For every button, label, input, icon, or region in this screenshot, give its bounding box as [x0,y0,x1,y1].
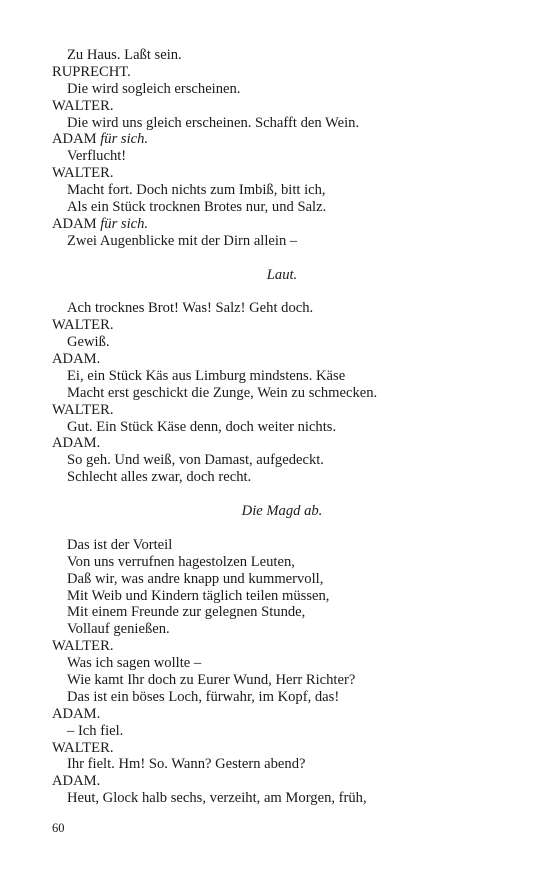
speaker-label: WALTER. [52,317,114,334]
speaker-name [52,317,512,334]
verse-line: Mit einem Freunde zur gelegnen Stunde, [67,604,306,621]
verse-line: Als ein Stück trocknen Brotes nur, und Salz. [67,199,327,216]
stage-direction: Die Magd ab. [241,503,323,520]
verse-line: So geh. Und weiß, von Damast, aufgedeckt. [67,452,324,469]
speaker-name [52,706,512,723]
verse-line: Heut, Glock halb sechs, verzeiht, am Morgen, früh, [67,790,367,807]
verse-line: Das ist der Vorteil [67,536,173,553]
speaker-name [52,131,512,148]
speaker-label: WALTER. [52,401,114,418]
verse-line: Ach trocknes Brot! Was! Salz! Geht doch. [67,300,314,317]
speaker-name [52,773,512,790]
verse-line: Schlecht alles zwar, doch recht. [67,469,252,486]
speaker-name [52,638,512,655]
speaker-label: ADAM [52,131,97,148]
verse-line: Gewiß. [67,334,110,351]
blank-line [52,486,512,503]
speaker-label: ADAM. [52,435,101,452]
verse-line: – Ich fiel. [67,722,124,739]
speaker-label: ADAM [52,215,97,232]
blank-line [52,520,512,537]
verse-line: Was ich sagen wollte – [67,655,202,672]
verse-line: Verflucht! [67,148,127,165]
speaker-name [52,740,512,757]
stage-direction: Laut. [266,266,298,283]
speaker-name [52,64,512,81]
verse-line: Die wird uns gleich erscheinen. Schafft den Wein. [67,114,360,131]
verse-line: Daß wir, was andre knapp und kummervoll, [67,570,324,587]
verse-line: Gut. Ein Stück Käse denn, doch weiter nichts. [67,418,337,435]
speaker-name [52,351,512,368]
page-number: 60 [52,821,65,835]
verse-line: Wie kamt Ihr doch zu Eurer Wund, Herr Richter? [67,671,356,688]
speaker-label: ADAM. [52,705,101,722]
verse-line: Ei, ein Stück Käs aus Limburg mindstens. Käse [67,367,346,384]
speaker-label: RUPRECHT. [52,63,131,80]
verse-line: Zwei Augenblicke mit der Dirn allein – [67,232,298,249]
speaker-direction: für sich. [100,131,149,148]
verse-line: Von uns verrufnen hagestolzen Leuten, [67,553,295,570]
verse-line: Das ist ein böses Loch, fürwahr, im Kopf, das! [67,688,340,705]
verse-line: Vollauf genießen. [67,621,170,638]
speaker-name [52,435,512,452]
speaker-label: ADAM. [52,773,101,790]
blank-line [52,283,512,300]
speaker-direction: für sich. [100,215,149,232]
speaker-name [52,402,512,419]
speaker-label: ADAM. [52,351,101,368]
speaker-name [52,98,512,115]
blank-line [52,250,512,267]
speaker-label: WALTER. [52,739,114,756]
verse-line: Zu Haus. Laßt sein. [67,47,182,63]
speaker-label: WALTER. [52,165,114,182]
speaker-label: WALTER. [52,638,114,655]
verse-line: Die wird sogleich erscheinen. [67,80,241,97]
speaker-label: WALTER. [52,97,114,114]
play-text-page [52,47,512,807]
speaker-name [52,216,512,233]
speaker-name [52,165,512,182]
verse-line: Ihr fielt. Hm! So. Wann? Gestern abend? [67,756,306,773]
verse-line: Mit Weib und Kindern täglich teilen müssen, [67,587,330,604]
verse-line: Macht fort. Doch nichts zum Imbiß, bitt ich, [67,182,326,199]
verse-line: Macht erst geschickt die Zunge, Wein zu schmecken. [67,384,378,401]
